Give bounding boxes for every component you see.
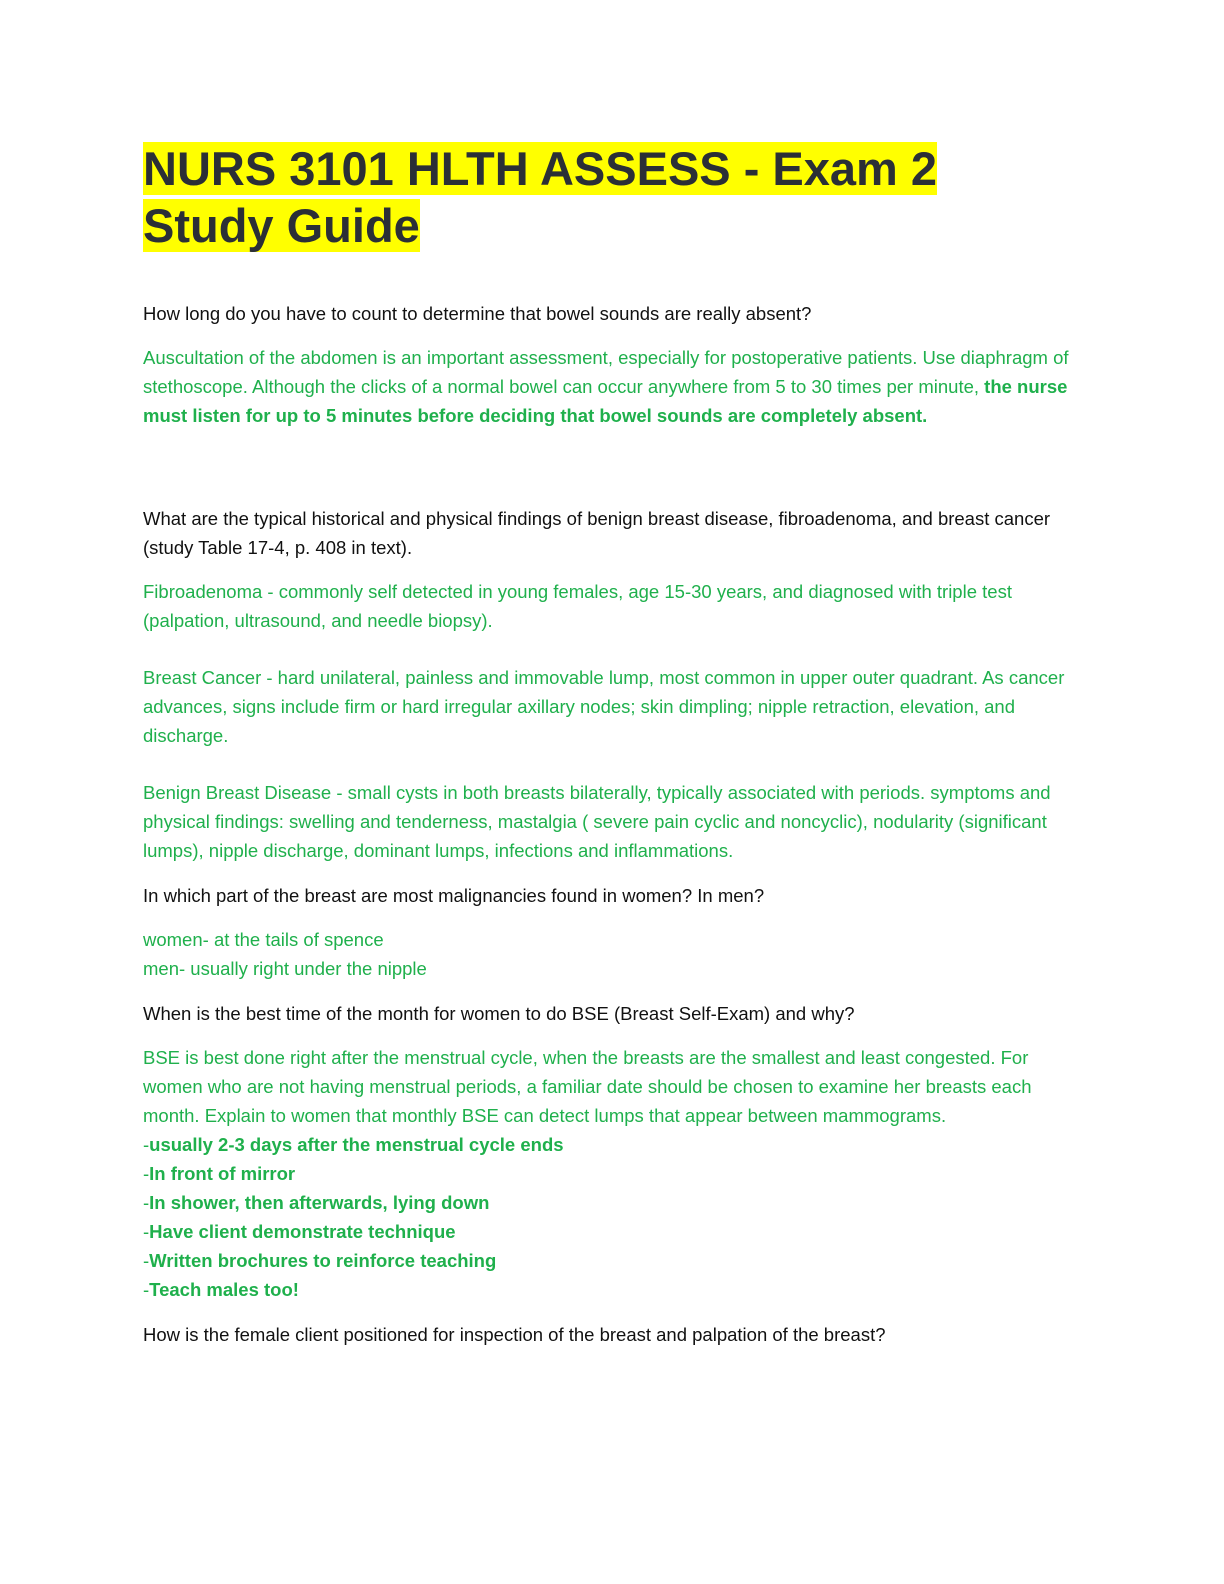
answer-bowel-plain: Auscultation of the abdomen is an important assessment, especially for postoperative patients. Use diaphragm of stethoscope. Although the clicks of a normal bowel can occur anywhere from 5 to 30 times per minute, — [143, 347, 1069, 397]
title-line-1: NURS 3101 HLTH ASSESS - Exam 2 — [143, 142, 938, 195]
question-malignancy-location: In which part of the breast are most malignancies found in women? In men? — [143, 885, 765, 906]
question-bowel-sounds: How long do you have to count to determine that bowel sounds are really absent? — [143, 303, 812, 324]
bse-point: -Written brochures to reinforce teaching — [143, 1250, 497, 1271]
question-bse-timing: When is the best time of the month for women to do BSE (Breast Self-Exam) and why? — [143, 1003, 855, 1024]
bse-point: -usually 2-3 days after the menstrual cycle ends — [143, 1134, 564, 1155]
answer-bse: BSE is best done right after the menstrual cycle, when the breasts are the smallest and least congested. For women who are not having menstrual periods, a familiar date should be chosen to examine her breasts each month. Explain to women that monthly BSE can detect lumps that appear between mammograms. — [143, 1047, 1032, 1126]
bse-point: -Have client demonstrate technique — [143, 1221, 456, 1242]
answer-benign-breast-disease: Benign Breast Disease - small cysts in both breasts bilaterally, typically associated with periods. symptoms and physical findings: swelling and tenderness, mastalgia ( severe pain cyclic and noncyclic), nodularity (significant lumps), nipple discharge, dominant lumps, infections and inflammations. — [143, 782, 1051, 861]
bse-point: -In front of mirror — [143, 1163, 296, 1184]
answer-men-location: men- usually right under the nipple — [143, 958, 427, 979]
bse-points-list — [143, 1130, 1073, 1304]
document-page — [143, 140, 1073, 1349]
bse-point: -Teach males too! — [143, 1279, 299, 1300]
title-line-2: Study Guide — [143, 199, 420, 252]
answer-women-location: women- at the tails of spence — [143, 929, 384, 950]
bse-point: -In shower, then afterwards, lying down — [143, 1192, 490, 1213]
answer-bowel-sounds — [143, 343, 1073, 430]
question-positioning: How is the female client positioned for inspection of the breast and palpation of the breast? — [143, 1324, 886, 1345]
answer-breast-cancer: Breast Cancer - hard unilateral, painless and immovable lump, most common in upper outer quadrant. As cancer advances, signs include firm or hard irregular axillary nodes; skin dimpling; nipple retraction, elevation, and discharge. — [143, 667, 1065, 746]
answer-bowel-bold: the nurse must listen for up to 5 minutes before deciding that bowel sounds are completely absent. — [143, 376, 1068, 426]
document-title — [143, 140, 1073, 254]
question-breast-findings: What are the typical historical and physical findings of benign breast disease, fibroadenoma, and breast cancer (study Table 17-4, p. 408 in text). — [143, 508, 1051, 558]
answer-fibroadenoma: Fibroadenoma - commonly self detected in young females, age 15-30 years, and diagnosed with triple test (palpation, ultrasound, and needle biopsy). — [143, 581, 1012, 631]
